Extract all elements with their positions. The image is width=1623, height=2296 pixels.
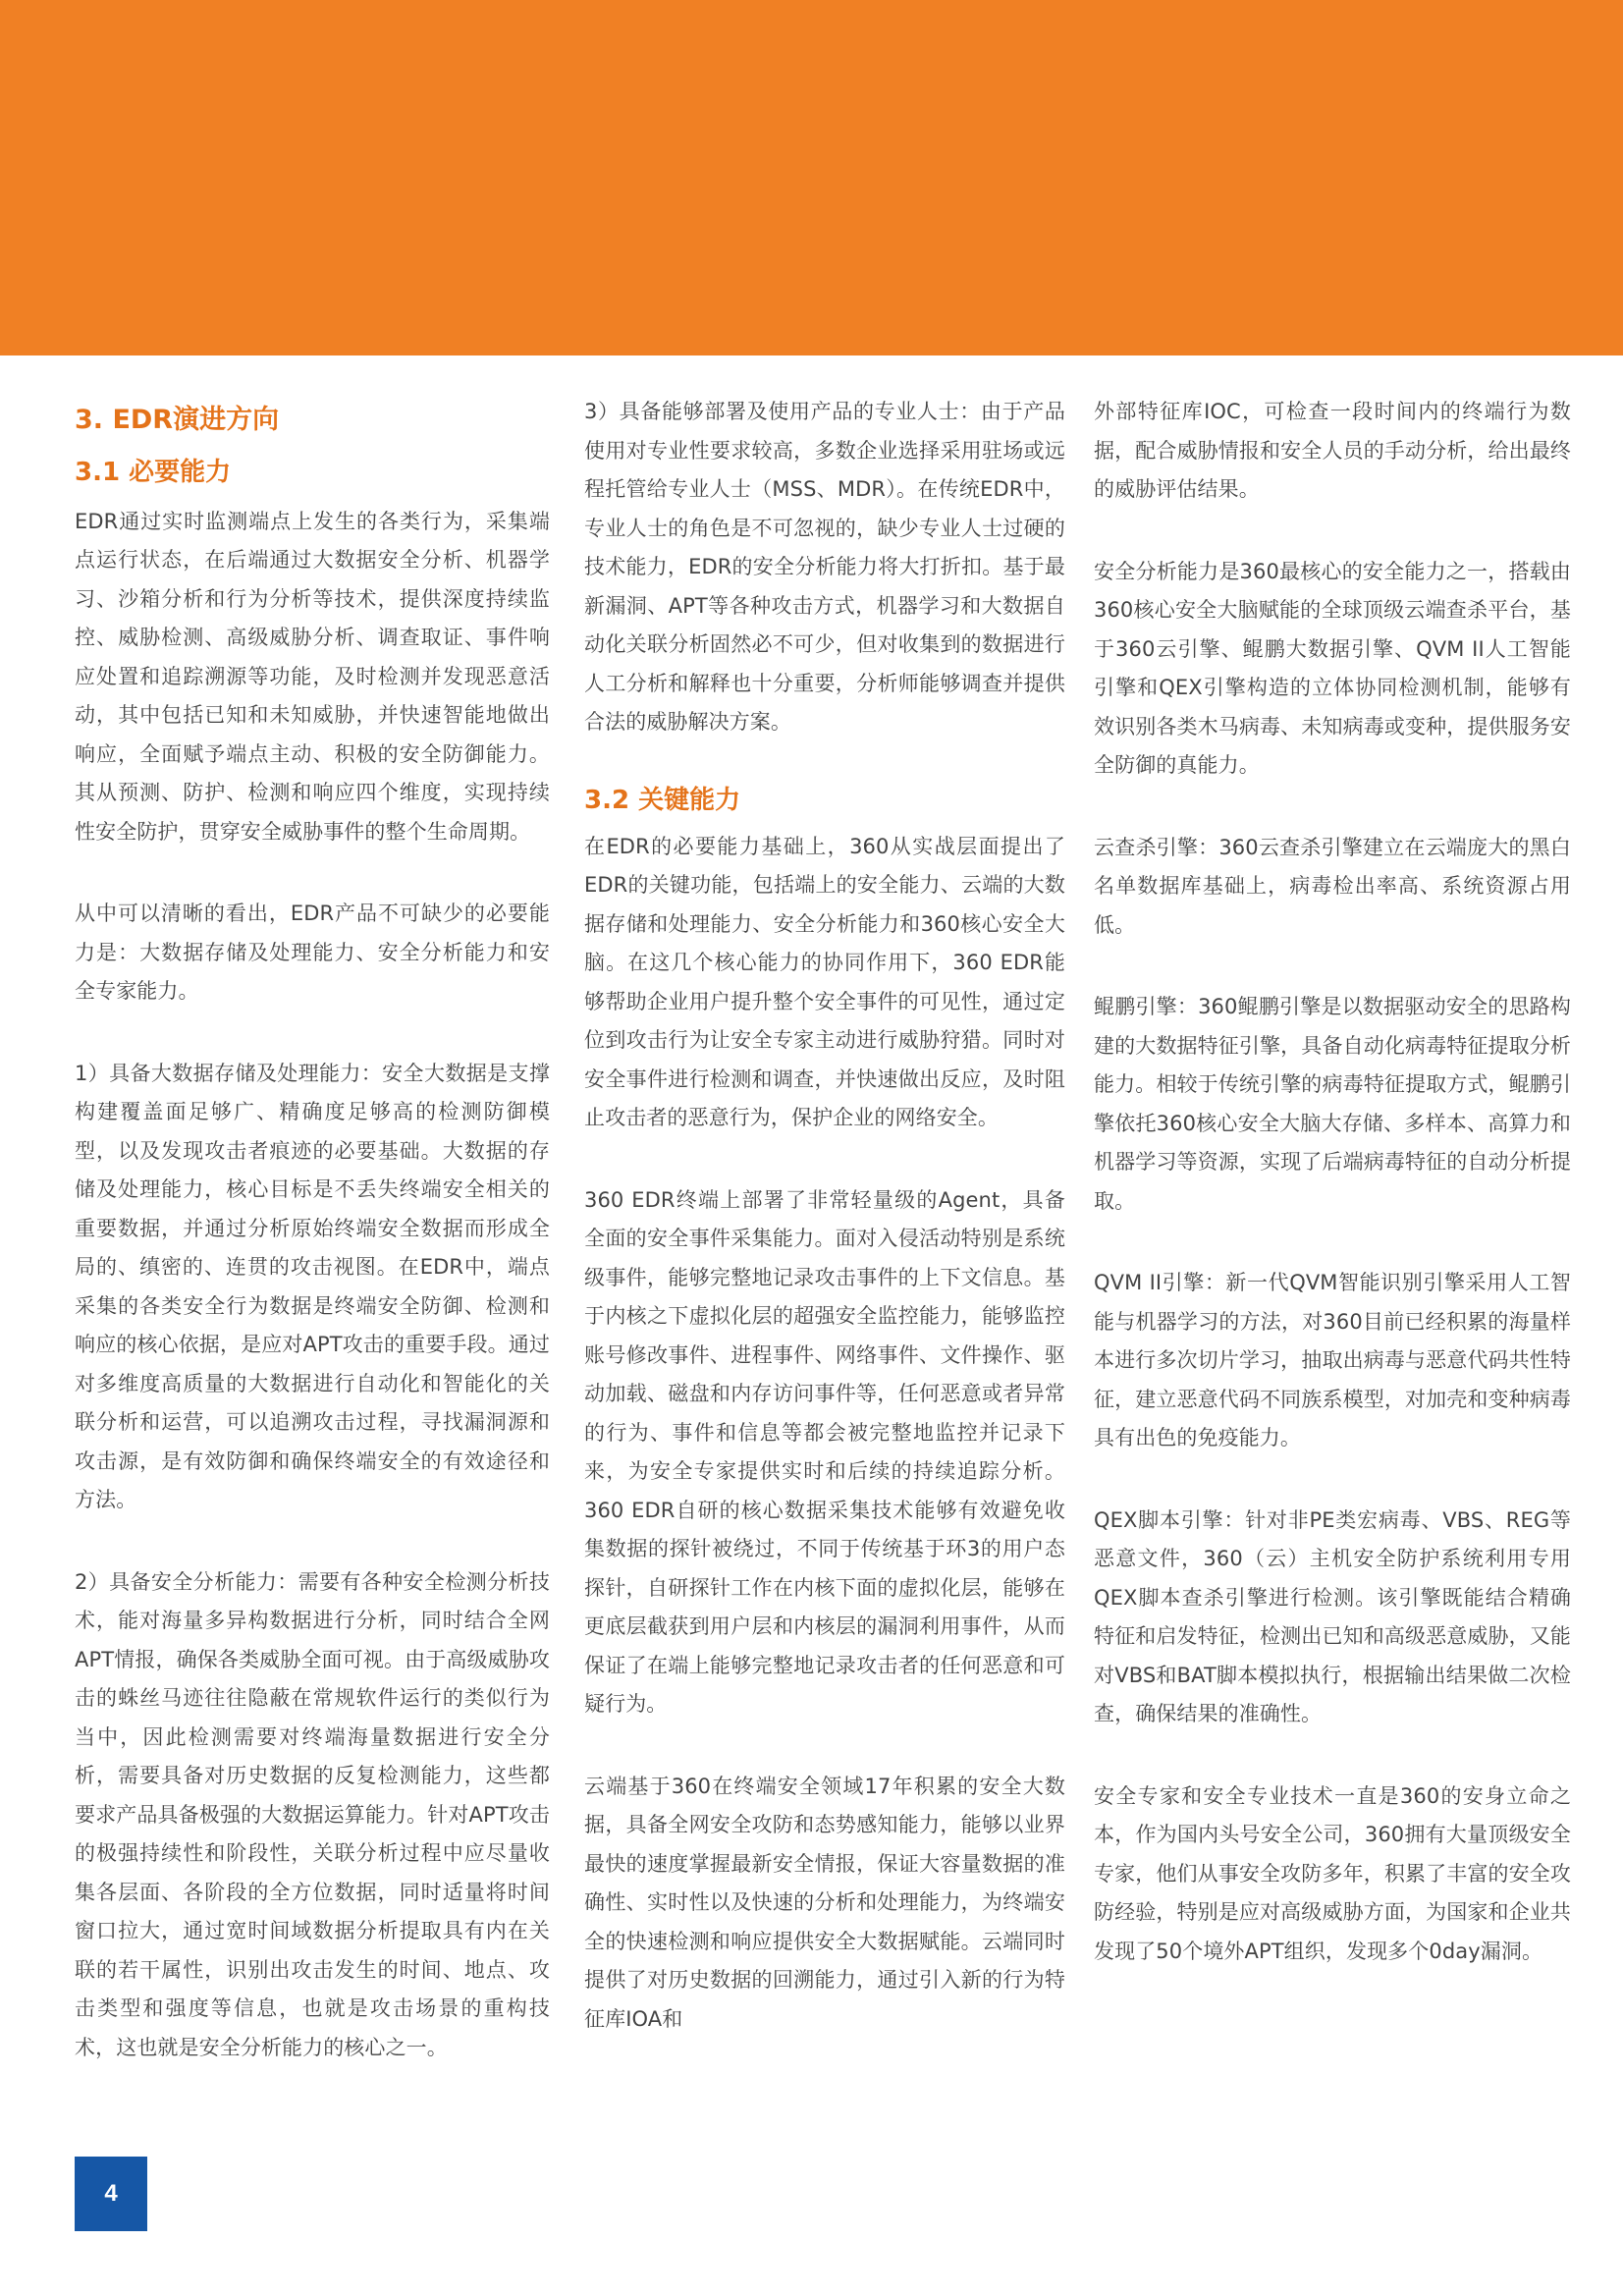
column-right xyxy=(1094,393,1571,2014)
column-middle xyxy=(584,393,1065,2082)
page-number-badge xyxy=(75,2157,147,2231)
paragraph: 从中可以清晰的看出，EDR产品不可缺少的必要能力是：大数据存储及处理能力、安全分析能力和安全专家能力。 xyxy=(75,902,550,1004)
header-banner xyxy=(0,0,1623,355)
paragraph: 安全分析能力是360最核心的安全能力之一，搭载由360核心安全大脑赋能的全球顶级云端查杀平台，基于360云引擎、鲲鹏大数据引擎、QVM II人工智能引擎和QEX引擎构造的立体协同检测机制，能够有效识别各类木马病毒、未知病毒或变种，提供服务安全防御的真能力。 xyxy=(1094,559,1571,777)
paragraph: 鲲鹏引擎：360鲲鹏引擎是以数据驱动安全的思路构建的大数据特征引擎，具备自动化病毒特征提取分析能力。相较于传统引擎的病毒特征提取方式，鲲鹏引擎依托360核心安全大脑大存储、多样本、高算力和机器学习等资源，实现了后端病毒特征的自动分析提取。 xyxy=(1094,995,1571,1213)
paragraph: 安全专家和安全专业技术一直是360的安身立命之本，作为国内头号安全公司，360拥有大量顶级安全专家，他们从事安全攻防多年，积累了丰富的安全攻防经验，特别是应对高级威胁方面，为国家和企业共发现了50个境外APT组织，发现多个0day漏洞。 xyxy=(1094,1783,1571,1963)
subsection-title-3-1: 3.1 必要能力 xyxy=(75,458,232,488)
paragraph: 云查杀引擎：360云查杀引擎建立在云端庞大的黑白名单数据库基础上，病毒检出率高、系统资源占用低。 xyxy=(1094,835,1571,937)
paragraph: QVM II引擎：新一代QVM智能识别引擎采用人工智能与机器学习的方法，对360目前已经积累的海量样本进行多次切片学习，抽取出病毒与恶意代码共性特征，建立恶意代码不同族系模型，对加壳和变种病毒具有出色的免疫能力。 xyxy=(1094,1271,1571,1449)
page-number: 4 xyxy=(104,2180,118,2207)
paragraph: 2）具备安全分析能力：需要有各种安全检测分析技术，能对海量多异构数据进行分析，同时结合全网APT情报，确保各类威胁全面可视。由于高级威胁攻击的蛛丝马迹往往隐蔽在常规软件运行的类似行为当中，因此检测需要对终端海量数据进行安全分析，需要具备对历史数据的反复检测能力，这些都要求产品具备极强的大数据运算能力。针对APT攻击的极强持续性和阶段性，关联分析过程中应尽量收集各层面、各阶段的全方位数据，同时适量将时间窗口拉大，通过宽时间域数据分析提取具有内在关联的若干属性，识别出攻击发生的时间、地点、攻击类型和强度等信息，也就是攻击场景的重构技术，这也就是安全分析能力的核心之一。 xyxy=(75,1569,550,2059)
section-title: 3. EDR演进方向 xyxy=(75,405,280,435)
column-left xyxy=(75,393,550,2110)
paragraph: QEX脚本引擎：针对非PE类宏病毒、VBS、REG等恶意文件，360（云）主机安全防护系统利用专用QEX脚本查杀引擎进行检测。该引擎既能结合精确特征和启发特征，检测出已知和高级恶意威胁，又能对VBS和BAT脚本模拟执行，根据输出结果做二次检查，确保结果的准确性。 xyxy=(1094,1507,1571,1725)
paragraph: 在EDR的必要能力基础上，360从实战层面提出了EDR的关键功能，包括端上的安全能力、云端的大数据存储和处理能力、安全分析能力和360核心安全大脑。在这几个核心能力的协同作用下，360 EDR能够帮助企业用户提升整个安全事件的可见性，通过定位到攻击行为让安全专家主动进行威胁狩猎。同时对安全事件进行检测和调查，并快速做出反应，及时阻止攻击者的恶意行为，保护企业的网络安全。 xyxy=(584,834,1065,1130)
paragraph: 3）具备能够部署及使用产品的专业人士：由于产品使用对专业性要求较高，多数企业选择采用驻场或远程托管给专业人士（MSS、MDR）。在传统EDR中，专业人士的角色是不可忽视的，缺少专业人士过硬的技术能力，EDR的安全分析能力将大打折扣。基于最新漏洞、APT等各种攻击方式，机器学习和大数据自动化关联分析固然必不可少，但对收集到的数据进行人工分析和解释也十分重要，分析师能够调查并提供合法的威胁解决方案。 xyxy=(584,400,1065,734)
paragraph: 1）具备大数据存储及处理能力：安全大数据是支撑构建覆盖面足够广、精确度足够高的检测防御模型，以及发现攻击者痕迹的必要基础。大数据的存储及处理能力，核心目标是不丢失终端安全相关的重要数据，并通过分析原始终端安全数据而形成全局的、缜密的、连贯的攻击视图。在EDR中，端点采集的各类安全行为数据是终端安全防御、检测和响应的核心依据，是应对APT攻击的重要手段。通过对多维度高质量的大数据进行自动化和智能化的关联分析和运营，可以追溯攻击过程，寻找漏洞源和攻击源，是有效防御和确保终端安全的有效途径和方法。 xyxy=(75,1061,550,1512)
paragraph: 云端基于360在终端安全领域17年积累的安全大数据，具备全网安全攻防和态势感知能力，能够以业界最快的速度掌握最新安全情报，保证大容量数据的准确性、实时性以及快速的分析和处理能力，为终端安全的快速检测和响应提供安全大数据赋能。云端同时提供了对历史数据的回溯能力，通过引入新的行为特征库IOA和 xyxy=(584,1774,1065,2031)
paragraph: EDR通过实时监测端点上发生的各类行为，采集端点运行状态，在后端通过大数据安全分析、机器学习、沙箱分析和行为分析等技术，提供深度持续监控、威胁检测、高级威胁分析、调查取证、事件响应处置和追踪溯源等功能，及时检测并发现恶意活动，其中包括已知和未知威胁，并快速智能地做出响应，全面赋予端点主动、积极的安全防御能力。其从预测、防护、检测和响应四个维度，实现持续性安全防护，贯穿安全威胁事件的整个生命周期。 xyxy=(75,509,550,844)
paragraph: 外部特征库IOC，可检查一段时间内的终端行为数据，配合威胁情报和安全人员的手动分析，给出最终的威胁评估结果。 xyxy=(1094,400,1571,501)
subsection-title-3-2: 3.2 关键能力 xyxy=(584,785,741,815)
paragraph: 360 EDR终端上部署了非常轻量级的Agent，具备全面的安全事件采集能力。面对入侵活动特别是系统级事件，能够完整地记录攻击事件的上下文信息。基于内核之下虚拟化层的超强安全监控能力，能够监控账号修改事件、进程事件、网络事件、文件操作、驱动加载、磁盘和内存访问事件等，任何恶意或者异常的行为、事件和信息等都会被完整地监控并记录下来，为安全专家提供实时和后续的持续追踪分析。360 EDR自研的核心数据采集技术能够有效避免收集数据的探针被绕过，不同于传统基于环3的用户态探针，自研探针工作在内核下面的虚拟化层，能够在更底层截获到用户层和内核层的漏洞利用事件，从而保证了在端上能够完整地记录攻击者的任何恶意和可疑行为。 xyxy=(584,1187,1065,1717)
